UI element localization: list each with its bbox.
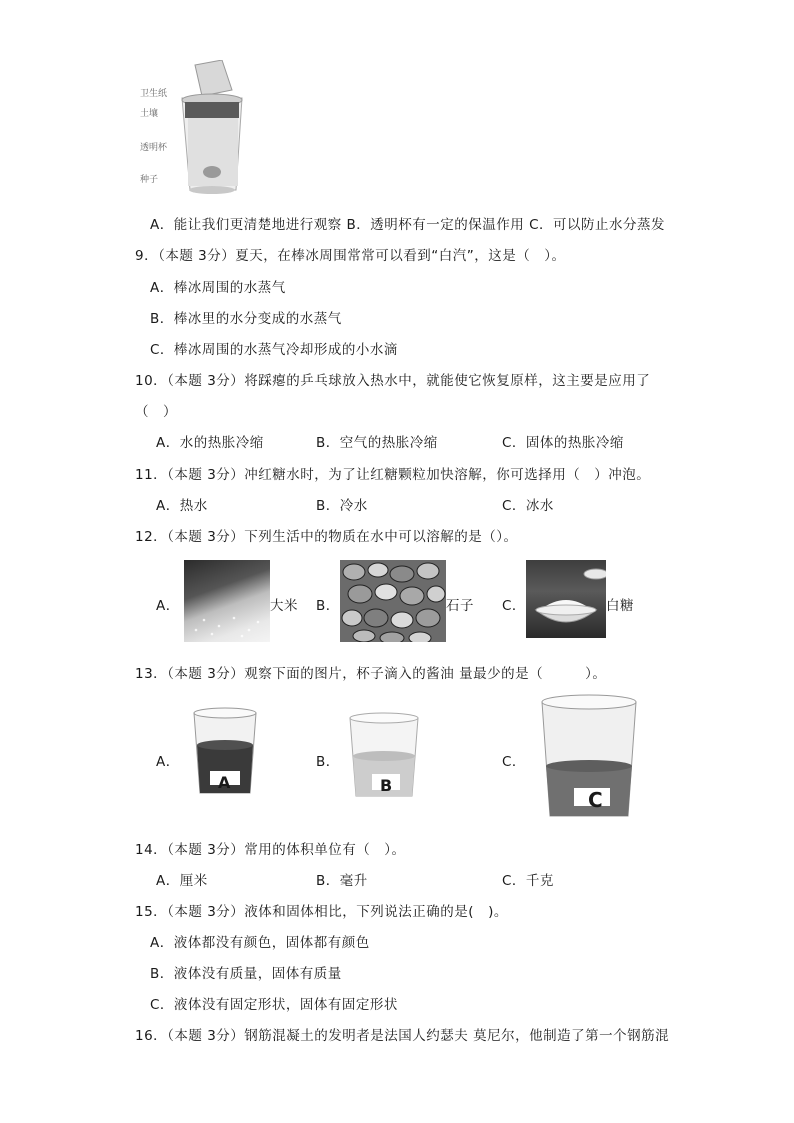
q16-stem: 16．（本题 3分）钢筋混凝土的发明者是法国人约瑟夫 莫尼尔，他制造了第一个钢筋混 bbox=[135, 1028, 670, 1044]
q8-options: A．能让我们更清楚地进行观察 B．透明杯有一定的保温作用 C．可以防止水分蒸发 bbox=[150, 217, 666, 233]
cup-a-label: A bbox=[218, 773, 231, 792]
q9-stem: 9．（本题 3分）夏天，在棒冰周围常常可以看到“白汽”，这是（ ）。 bbox=[135, 248, 566, 264]
cup-c-label: C bbox=[588, 788, 603, 812]
q15-option-c: C．液体没有固定形状，固体有固定形状 bbox=[150, 997, 398, 1013]
q12-option-b-name: 石子 bbox=[446, 598, 474, 614]
q11-option-c: C．冰水 bbox=[502, 498, 554, 514]
q10-stem: 10．（本题 3分）将踩瘪的乒乓球放入热水中，就能使它恢复原样，这主要是应用了 bbox=[135, 373, 651, 389]
q14-option-a: A．厘米 bbox=[156, 873, 208, 889]
q12-option-a-name: 大米 bbox=[270, 598, 298, 614]
sugar-bowl bbox=[526, 560, 606, 638]
q11-stem: 11．（本题 3分）冲红糖水时，为了让红糖颗粒加快溶解，你可选择用（ ）冲泡。 bbox=[135, 467, 651, 483]
q13-stem: 13．（本题 3分）观察下面的图片，杯子滴入的酱油 量最少的是（ ）。 bbox=[135, 666, 607, 682]
sugar-photo bbox=[526, 560, 606, 638]
stones-photo bbox=[340, 560, 446, 642]
cup-b-label: B bbox=[380, 776, 393, 795]
q9-option-a: A．棒冰周围的水蒸气 bbox=[150, 280, 286, 296]
q10-option-a: A．水的热胀冷缩 bbox=[156, 435, 264, 451]
q11-option-a: A．热水 bbox=[156, 498, 208, 514]
q13-option-b-letter: B． bbox=[316, 754, 340, 770]
rice-photo bbox=[184, 560, 270, 642]
q10-option-c: C．固体的热胀冷缩 bbox=[502, 435, 624, 451]
q10-stem-blank: （ ） bbox=[135, 404, 177, 420]
label-seed: 种子 bbox=[140, 175, 159, 185]
q15-option-b: B．液体没有质量，固体有质量 bbox=[150, 966, 342, 982]
label-paper: 卫生纸 bbox=[140, 89, 168, 99]
cup-experiment-figure bbox=[140, 60, 250, 200]
q13-option-a-letter: A． bbox=[156, 754, 180, 770]
q12-option-c-name: 白糖 bbox=[606, 598, 634, 614]
cup-c-photo bbox=[536, 692, 642, 822]
q9-option-c: C．棒冰周围的水蒸气冷却形成的小水滴 bbox=[150, 342, 398, 358]
rice-texture bbox=[184, 560, 270, 642]
q12-option-b-letter: B． bbox=[316, 598, 340, 614]
label-cup: 透明杯 bbox=[140, 143, 168, 153]
q15-stem: 15．（本题 3分）液体和固体相比，下列说法正确的是( )。 bbox=[135, 904, 508, 920]
stones-texture bbox=[340, 560, 446, 642]
q13-option-c-letter: C． bbox=[502, 754, 526, 770]
q12-option-a-letter: A． bbox=[156, 598, 180, 614]
label-soil: 土壤 bbox=[140, 109, 159, 119]
q14-option-b: B．毫升 bbox=[316, 873, 368, 889]
q14-option-c: C．千克 bbox=[502, 873, 554, 889]
cup-b-photo bbox=[340, 712, 430, 802]
q15-option-a: A．液体都没有颜色，固体都有颜色 bbox=[150, 935, 370, 951]
q12-option-c-letter: C． bbox=[502, 598, 526, 614]
q14-stem: 14．（本题 3分）常用的体积单位有（ ）。 bbox=[135, 842, 406, 858]
q10-option-b: B．空气的热胀冷缩 bbox=[316, 435, 438, 451]
q12-stem: 12．（本题 3分）下列生活中的物质在水中可以溶解的是（）。 bbox=[135, 529, 518, 545]
q11-option-b: B．冷水 bbox=[316, 498, 368, 514]
cup-a-photo bbox=[180, 705, 270, 805]
cup-illustration bbox=[140, 60, 250, 200]
q9-option-b: B．棒冰里的水分变成的水蒸气 bbox=[150, 311, 342, 327]
